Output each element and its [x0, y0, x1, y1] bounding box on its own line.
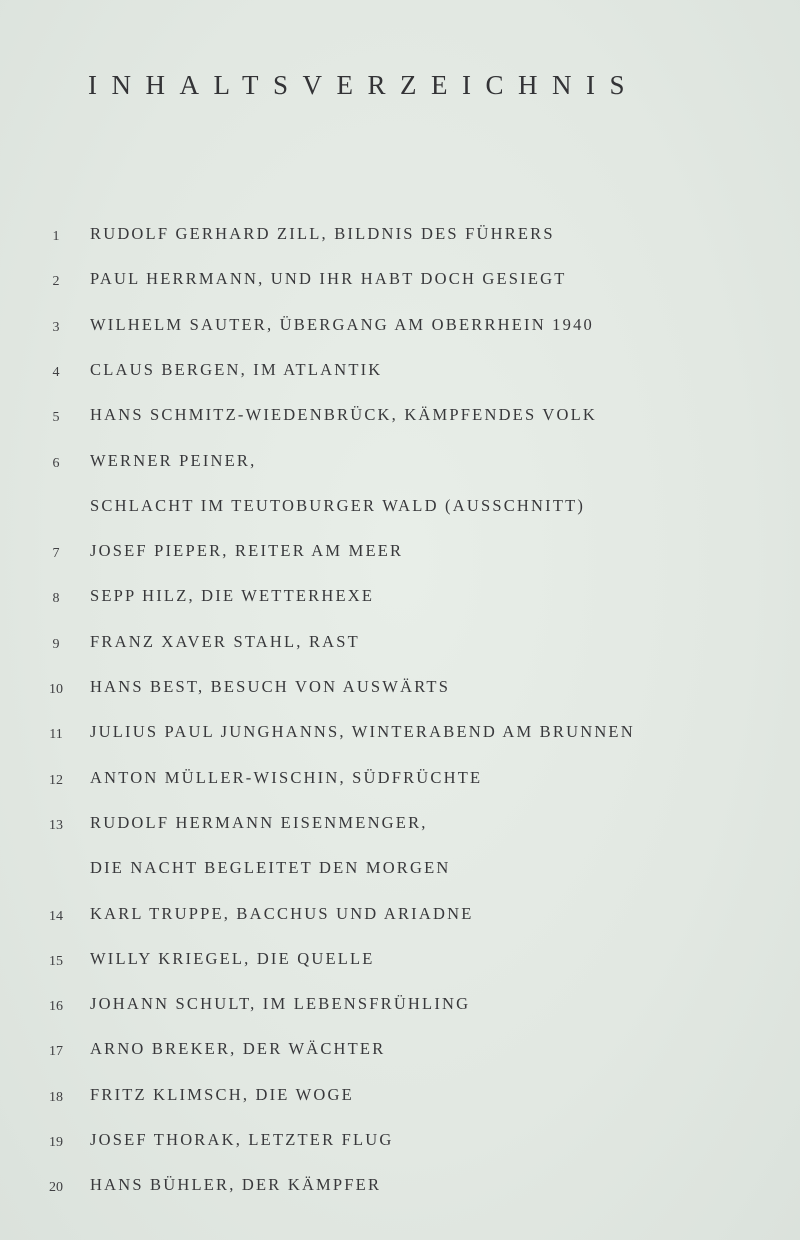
toc-entry-line: [0, 990, 800, 1020]
entry-number: 7: [52, 546, 60, 562]
entry-title: PAUL HERRMANN, UND IHR HABT DOCH GESIEGT: [90, 269, 567, 289]
toc-entry-line: [0, 1126, 800, 1156]
entry-title: ARNO BREKER, DER WÄCHTER: [90, 1039, 386, 1059]
entry-number: 13: [49, 817, 63, 833]
entry-number: 16: [49, 999, 63, 1015]
toc-entry-line: [0, 311, 800, 341]
toc-entry-line: [0, 537, 800, 567]
toc-entry-line: [0, 265, 800, 295]
entry-number: 5: [52, 410, 60, 426]
entry-title: RUDOLF HERMANN EISENMENGER,: [90, 812, 428, 832]
toc-entry-line: [0, 447, 800, 477]
toc-entry-line: [0, 900, 800, 930]
entry-title: JOSEF PIEPER, REITER AM MEER: [90, 541, 404, 561]
entry-title: JOHANN SCHULT, IM LEBENSFRÜHLING: [90, 994, 471, 1014]
entry-number: 12: [49, 772, 63, 788]
page-title: INHALTSVERZEICHNIS: [88, 70, 639, 100]
entry-number: 14: [49, 908, 63, 924]
entry-number: 6: [52, 455, 60, 471]
entry-title: FRITZ KLIMSCH, DIE WOGE: [90, 1084, 354, 1104]
toc-entry-line: [0, 945, 800, 975]
toc-entry-line: [0, 673, 800, 703]
entry-number: 8: [52, 591, 60, 607]
entry-number: 20: [49, 1180, 63, 1196]
entry-title: WILLY KRIEGEL, DIE QUELLE: [90, 948, 375, 968]
toc-entry-line: [0, 401, 800, 431]
entry-title: WERNER PEINER,: [90, 450, 257, 470]
entry-number: 2: [52, 274, 60, 290]
entry-title: CLAUS BERGEN, IM ATLANTIK: [90, 359, 383, 379]
toc-entry-line: [0, 492, 800, 522]
entry-title: JULIUS PAUL JUNGHANNS, WINTERABEND AM BRUNNEN: [90, 722, 635, 742]
toc-entry-line: [0, 718, 800, 748]
toc-entry-line: [0, 1171, 800, 1201]
entry-number: 4: [52, 364, 60, 380]
entry-title: DIE NACHT BEGLEITET DEN MORGEN: [90, 858, 451, 878]
entry-title: HANS BEST, BESUCH VON AUSWÄRTS: [90, 677, 451, 696]
entry-number: 10: [49, 682, 63, 697]
entry-title: HANS BÜHLER, DER KÄMPFER: [90, 1175, 382, 1195]
toc-entry-line: [0, 356, 800, 386]
toc-entry-line: [0, 1081, 800, 1111]
entry-number: 1: [52, 229, 60, 244]
toc-entry-line: [0, 582, 800, 612]
toc-entry-line: [0, 628, 800, 658]
entry-title: RUDOLF GERHARD ZILL, BILDNIS DES FÜHRERS: [90, 224, 555, 243]
toc-entry-line: [0, 764, 800, 794]
entry-title: SCHLACHT IM TEUTOBURGER WALD (AUSSCHNITT): [90, 495, 586, 515]
entry-title: JOSEF THORAK, LETZTER FLUG: [90, 1130, 394, 1149]
entry-title: FRANZ XAVER STAHL, RAST: [90, 631, 360, 651]
entry-title: ANTON MÜLLER-WISCHIN, SÜDFRÜCHTE: [90, 767, 483, 787]
entry-title: KARL TRUPPE, BACCHUS UND ARIADNE: [90, 903, 474, 923]
entry-number: 9: [52, 636, 60, 652]
toc-entry-line: [0, 1035, 800, 1065]
entry-number: 18: [49, 1089, 63, 1105]
entry-title: WILHELM SAUTER, ÜBERGANG AM OBERRHEIN 1940: [90, 314, 594, 334]
entry-number: 19: [49, 1135, 63, 1150]
entry-number: 17: [49, 1044, 63, 1060]
entry-title: SEPP HILZ, DIE WETTERHEXE: [90, 586, 375, 606]
entry-title: HANS SCHMITZ-WIEDENBRÜCK, KÄMPFENDES VOLK: [90, 405, 597, 425]
entry-number: 15: [49, 953, 63, 969]
entry-number: 11: [49, 727, 63, 743]
toc-entry-line: [0, 854, 800, 884]
entry-number: 3: [52, 319, 60, 335]
toc-entry-line: [0, 809, 800, 839]
toc-entry-line: [0, 220, 800, 250]
